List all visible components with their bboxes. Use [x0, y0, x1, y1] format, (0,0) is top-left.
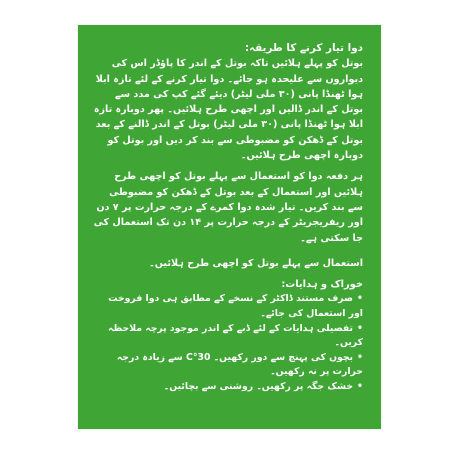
- leaflet-card: [78, 25, 381, 429]
- spacer: [92, 246, 363, 256]
- list-item: • خشک جگہ پر رکھیں۔ روشنی سے بچائیں۔: [92, 380, 363, 395]
- dosage-list: [92, 292, 363, 394]
- storage-instructions: ہر دفعہ دوا کو استعمال سے پہلے بوتل کو اچھی طرح ہلائیں اور استعمال کے بعد بوتل کے ڈھکن کو مضبوطی سے بند کریں۔ تیار شدہ دوا کمرے کے درجہ حرارت پر ۷ دن اور ریفریجریٹر کے درجہ حرارت پر ۱۴ دن تک استعمال کی جا سکتی ہے۔: [93, 171, 363, 244]
- dosage-heading: خوراک و ہدایات:: [281, 279, 363, 291]
- preparation-heading: دوا تیار کرنے کا طریقہ:: [244, 42, 363, 54]
- shake-before-use-note: استعمال سے پہلے بوتل کو اچھی طرح ہلائیں۔: [149, 257, 363, 269]
- preparation-instructions: بوتل کو پہلے ہلائیں تاکہ بوتل کے اندر کا پاؤڈر اس کی دیواروں سے علیحدہ ہو جائے۔ دوا تیار کرنے کے لئے تازہ ابلا ہوا ٹھنڈا پانی (۳۰ ملی لیٹر) دیئے گئے کپ کی مدد سے بوتل کے اندر ڈالیں اور اچھی طرح ہلائیں۔ پھر دوبارہ تازہ ابلا ہوا ٹھنڈا پانی (۳۰ ملی لیٹر) بوتل کے اندر ڈالنے کے بعد بوتل کے ڈھکن کو مضبوطی سے بند کر دیں اور بوتل کو دوبارہ اچھی طرح ہلائیں۔: [93, 58, 363, 162]
- list-item: • تفصیلی ہدایات کے لئے ڈبے کے اندر موجود پرچہ ملاحظہ کریں۔: [92, 322, 363, 351]
- leaflet-content: [92, 41, 363, 395]
- list-item: • بچوں کی پہنچ سے دور رکھیں۔ 30°C سے زیادہ درجہ حرارت پر نہ رکھیں۔: [92, 351, 363, 380]
- list-item: • صرف مستند ڈاکٹر کے نسخے کے مطابق ہی دوا فروخت اور استعمال کی جائے۔: [92, 292, 363, 321]
